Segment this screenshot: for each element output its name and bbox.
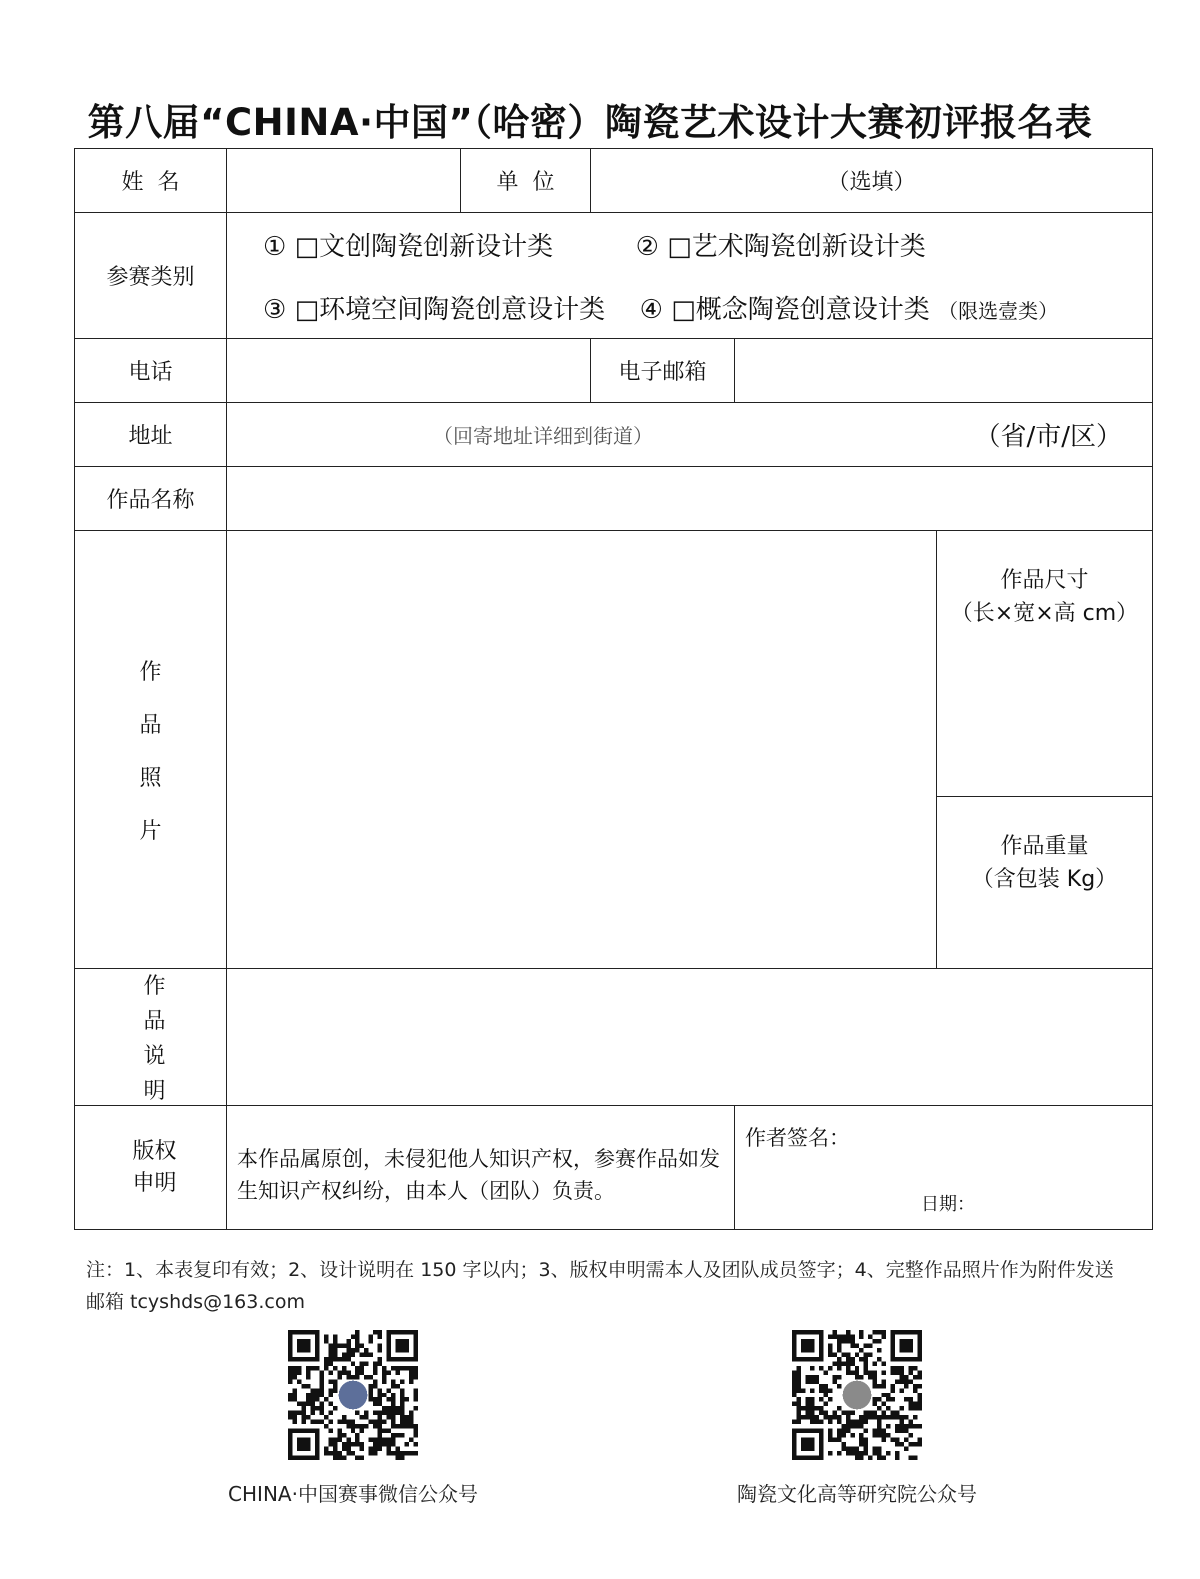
qr-block-institute [727, 1330, 987, 1507]
category-hint: （限选壹类） [938, 298, 1059, 323]
description-label [75, 969, 227, 1106]
copyright-label-line1: 版权 [132, 1138, 177, 1164]
unit-field[interactable] [591, 149, 1153, 213]
email-field[interactable] [735, 339, 1153, 403]
row-copyright [75, 1106, 1153, 1230]
address-field[interactable] [227, 403, 1153, 467]
copyright-label-line2: 申明 [132, 1170, 177, 1196]
signature-cell[interactable] [735, 1106, 1153, 1230]
category-option-3[interactable]: ③ □环境空间陶瓷创意设计类 [263, 294, 606, 325]
work-name-field[interactable] [227, 467, 1153, 531]
address-hint: （回寄地址详细到街道） [433, 424, 653, 448]
qr-caption-wechat: CHINA·中国赛事微信公众号 [228, 1482, 478, 1506]
photo-label-char: 片 [139, 818, 162, 844]
unit-label: 单 位 [461, 149, 591, 213]
category-option-4[interactable]: ④ □概念陶瓷创意设计类 [639, 294, 930, 325]
description-label-char: 明 [143, 1079, 166, 1104]
weight-unit: （含包装 Kg） [971, 867, 1118, 892]
description-label-char: 说 [143, 1044, 166, 1069]
category-option-2[interactable]: ② □艺术陶瓷创新设计类 [635, 231, 926, 262]
row-description [75, 969, 1153, 1106]
copyright-statement: 本作品属原创，未侵犯他人知识产权，参赛作品如发生知识产权纠纷，由本人（团队）负责。 [237, 1146, 720, 1203]
phone-label: 电话 [75, 339, 227, 403]
row-contact [75, 339, 1153, 403]
footnote: 注：1、本表复印有效；2、设计说明在 150 字以内；3、版权申明需本人及团队成员签字；4、完整作品照片作为附件发送邮箱 tcyshds@163.com [86, 1259, 1114, 1313]
row-name-unit [75, 149, 1153, 213]
photo-area[interactable] [227, 531, 937, 969]
size-label: 作品尺寸 [1000, 568, 1089, 593]
photo-label [75, 531, 227, 969]
weight-cell[interactable] [937, 797, 1153, 969]
weight-label: 作品重量 [1000, 834, 1089, 859]
address-label: 地址 [75, 403, 227, 467]
address-suffix: （省/市/区） [974, 422, 1122, 452]
photo-label-char: 照 [139, 765, 162, 791]
qr-caption-institute: 陶瓷文化高等研究院公众号 [737, 1482, 977, 1506]
email-label: 电子邮箱 [591, 339, 735, 403]
qr-code-svg [792, 1330, 922, 1460]
qr-code-svg [288, 1330, 418, 1460]
description-field[interactable] [227, 969, 1153, 1106]
size-unit: （长×宽×高 cm） [950, 601, 1139, 626]
qr-block-wechat [228, 1330, 478, 1507]
category-options [227, 213, 1153, 339]
unit-hint: （选填） [827, 170, 916, 195]
copyright-label [75, 1106, 227, 1230]
qr-code-icon [792, 1330, 922, 1464]
photo-label-char: 品 [139, 712, 162, 738]
name-field[interactable] [227, 149, 461, 213]
category-label: 参赛类别 [75, 213, 227, 339]
category-option-1[interactable]: ① □文创陶瓷创新设计类 [263, 231, 554, 262]
signature-label: 作者签名： [745, 1126, 850, 1150]
row-work-name [75, 467, 1153, 531]
description-label-char: 品 [143, 1009, 166, 1034]
photo-label-char: 作 [139, 659, 162, 685]
row-address [75, 403, 1153, 467]
description-label-char: 作 [143, 974, 166, 999]
qr-code-icon [288, 1330, 418, 1464]
name-label: 姓 名 [75, 149, 227, 213]
row-photo-top [75, 531, 1153, 797]
date-label: 日期： [921, 1194, 975, 1215]
size-cell[interactable] [937, 531, 1153, 797]
phone-field[interactable] [227, 339, 591, 403]
copyright-statement-cell [227, 1106, 735, 1230]
page-title: 第八届“CHINA·中国”（哈密）陶瓷艺术设计大赛初评报名表 [87, 101, 1093, 144]
registration-form-table [74, 148, 1153, 1230]
row-categories [75, 213, 1153, 339]
work-name-label: 作品名称 [75, 467, 227, 531]
